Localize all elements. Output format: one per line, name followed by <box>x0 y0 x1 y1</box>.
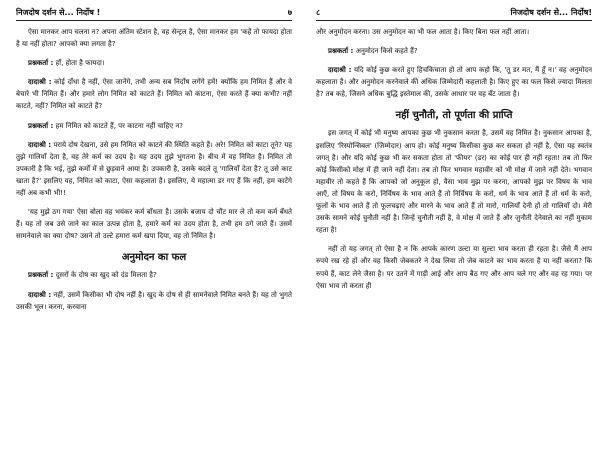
paragraph-text: और अनुमोदन करना। उस अनुमोदन का भी फल आता है। किए बिना फल नहीं आता। <box>316 28 530 36</box>
speaker-label: दादाश्री : <box>28 140 52 149</box>
right-page <box>316 6 592 461</box>
page-number: ८ <box>316 8 321 17</box>
dialogue-paragraph <box>316 45 592 57</box>
running-title: निजदोष दर्शन से... निर्दोष ! <box>16 8 101 17</box>
dialogue-paragraph <box>16 76 292 112</box>
paragraph <box>16 26 292 50</box>
speaker-label: दादाश्री : <box>28 290 52 299</box>
dialogue-paragraph <box>16 57 292 69</box>
paragraph <box>316 243 592 291</box>
page-header <box>316 6 592 21</box>
paragraph-text: हाँ, होता है फायदा। <box>55 59 105 68</box>
dialogue-paragraph <box>16 139 292 199</box>
paragraph-text: दूसरों के दोष का खुद को दंड मिलता है? <box>55 271 157 280</box>
left-page <box>16 6 292 461</box>
dialogue-paragraph <box>16 120 292 132</box>
speaker-label: प्रश्नकर्ता : <box>328 47 354 56</box>
paragraph <box>316 127 592 236</box>
speaker-label: दादाश्री : <box>328 66 352 75</box>
section-heading: नहीं चुनौती, तो पूर्णता की प्राप्ति <box>395 110 513 122</box>
page-body <box>316 26 592 292</box>
speaker-label: दादाश्री : <box>28 78 52 87</box>
dialogue-paragraph <box>316 64 592 100</box>
paragraph-text: हम निमित को काटते हैं, पर काटना नहीं चाहिए न? <box>55 121 183 130</box>
paragraph-text: ऐसा मानकर आप चलना न? अपना अंतिम स्टेशन है, वह सेन्ट्रल है, ऐसा मानकर हम 'कहें तो फायदा होता है या नहीं होता? आपको क्या लगता है? <box>16 28 292 49</box>
page-header <box>16 6 292 21</box>
paragraph-text: कोई दाँधा है नहीं, ऐसा जानेंगे, तभी अन्य सब निर्दोष लगेंगे हमें! क्योंकि हम निमित हैं और वे बेचारे भी निमित हैं। और हमारे लोग निमित को काटते हैं। निमित को काटना, ऐसा करते हैं क्या कभी? नहीं काटते, नहीं? निमित को काटते हैं? <box>16 78 292 111</box>
paragraph-text: नहीं, उसमें किसीका भी दोष नहीं है। खुद के दोष से ही सामनेवाले निमित बनते हैं। यह तो भुगते उसकी भूल। करना, करवाना <box>16 290 292 311</box>
paragraph <box>316 26 592 38</box>
paragraph-text: 'यह मुझे ठग गया' ऐसा बोला वह भयंकर कर्म बाँधता है। उसके बजाय दो चौंट मार ले तो कम कर्म बँधते हैं। यह तो जब उसे जाने का काल उत्पन्न होता है, हमारे कर्म का उदय होता है, तभी हम ठगे जाते हैं। उसमें सामनेवाले का क्या दोष? उसने तो उल्टे हमारा कर्म खपा दिया, वह तो निमित है। <box>16 208 292 241</box>
speaker-label: प्रश्नकर्ता : <box>28 121 54 130</box>
section-heading: अनुमोदन का फल <box>121 252 187 264</box>
paragraph <box>16 206 292 242</box>
paragraph-text: यदि कोई कुछ करते हुए हिचकिचाता हो तो आप कहो कि, 'तू डर मत, मैं हूँ न।' वह अनुमोदन कहलाता है। और अनुमोदन करनेवाले की अधिक जिम्मेदारी कहलाती है। किए हुए का फल किसे ज्यादा मिलता है? तब कहे, जिसने अधिक बुद्धि इस्तेमाल की, उसके आधार पर वह बँट जाता है। <box>316 66 592 99</box>
speaker-label: प्रश्नकर्ता : <box>28 271 54 280</box>
dialogue-paragraph <box>16 289 292 313</box>
dialogue-paragraph <box>16 269 292 281</box>
paragraph-text: पराये दोष देखना, उसे हम निमित को काटने की स्थिति कहते हैं। अरे! निमित को काटा तूने? यह तुझे गालियाँ देता है, वह तेरे कर्म का उदय है। यह उदय तुझे भुगतना है। बीच में वह निमित है। निमित तो उपकारी है कि भई, तुझे कर्मों में से छुड़वाने आया है। उपकारी है, उसके बदले तू 'गालियाँ देता है? तू उसे काट खाता है?' इसलिए यह, निमित को काटा, ऐसा कहलाता है। इसलिए, ये महात्मा डर गए हैं कि नहीं, हम काटेंगे नहीं अब कभी भी!! <box>16 140 292 198</box>
speaker-label: प्रश्नकर्ता : <box>28 59 54 68</box>
running-title: निजदोष दर्शन से... निर्दोष! <box>510 8 592 17</box>
paragraph-text: अनुमोदन किसे कहते हैं? <box>355 47 418 56</box>
page-number: ७ <box>287 8 292 17</box>
page-body <box>16 26 292 313</box>
paragraph-text: इस जगत् में कोई भी मनुष्य आपका कुछ भी नुकसान करता है, उसमें वह निमित है। नुकसान आपका है, इसलिए 'रिस्पोन्सिबल' (जिम्मेदार) आप हो। कोई मनुष्य किसीका कुछ कर सकता हो नहीं है, ऐसा यह स्वतंत्र जगत् है। और यदि कोई कुछ भी कर सकता होता तो 'फीयर' (डर) का कोई पार ही नहीं रहता! तब तो फिर कोई किसीको मोक्ष में ही जाने नहीं देता। तब तो फिर भगवान महावीर को भी मोक्ष में जाने नहीं देते। भगवान महावीर तो कहते हैं कि आपको जो अनुकूल हो, वैसा भाव मुझ पर करना, आपको मुझ पर विषय के भाव आएँ, तो विषय के करो, निर्विषय के भाव आते हैं तो निर्विषय के करो, धर्म के भाव आते हैं तो धर्म के करो, फूलों के भाव आते हैं तो फूलचढ़ाएं और मारने के भाव आते हैं तो मारो, गालियाँ देनी हों तो गालियाँ दो। मेरी उसके सामने कोई चुनौती नहीं है। जिन्हें चुनौती नहीं है, वे मोक्ष में जाते हैं और जुनौती देनेवाले का नहीं मुकाम रहता है! <box>316 129 592 235</box>
paragraph-text: नहीं तो यह जगत् तो ऐसा है न कि आपके कारण उल्टा या सुल्टा भाव करता ही रहता है। जैसे मैं आप रुपये रख रहे हों और वह किसी जेबकतरे ने देख लिया तो जेब काटने का भाव करता है या नहीं करता? कि रुपये हैं, काट लेने जैसा है। पर उतने में गाड़ी आई और आप बैठ गए और आप चले गए और वह रह गया। पर ऐसा भाव तो करता ही <box>316 245 592 290</box>
